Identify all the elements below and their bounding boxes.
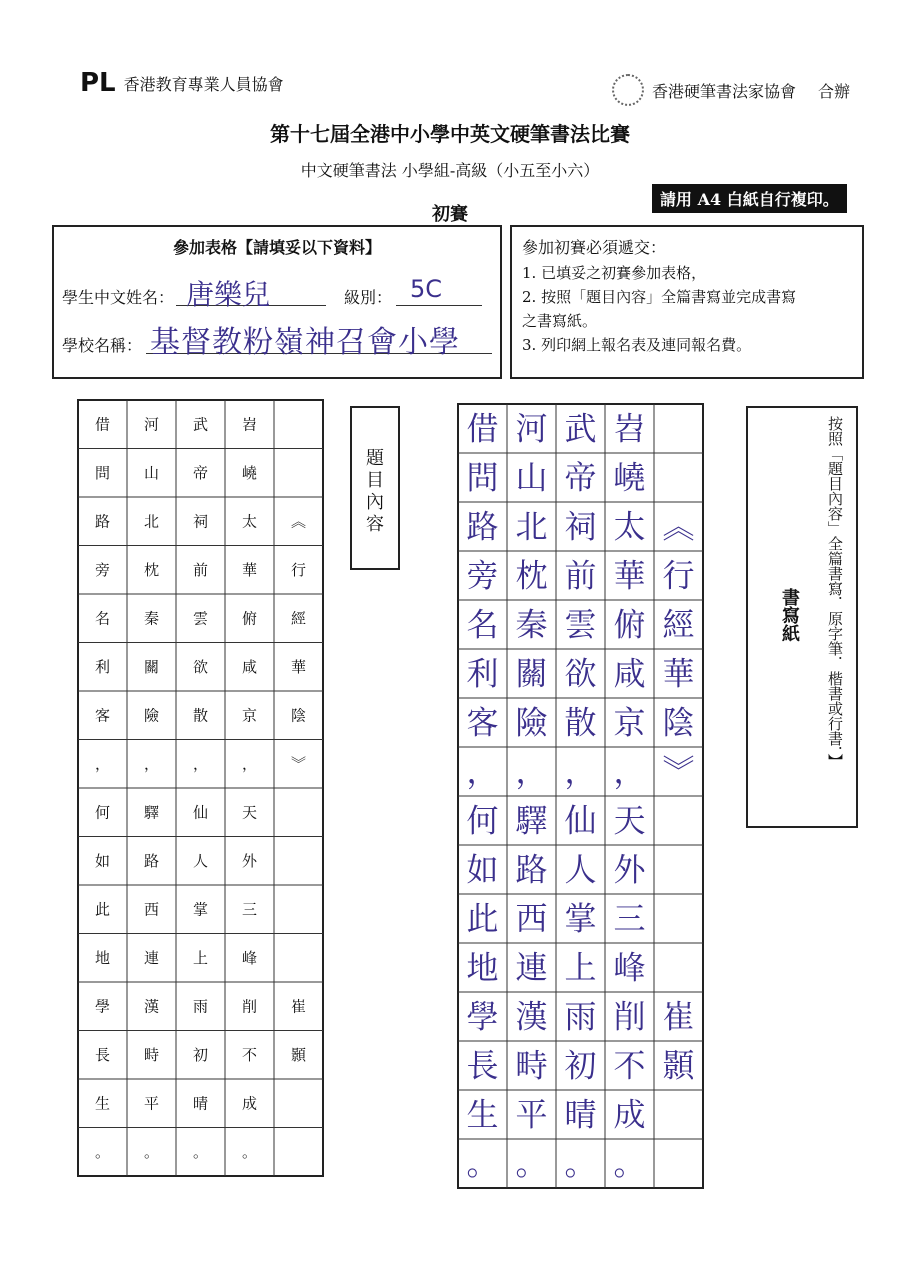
model-grid-char: 漢	[143, 997, 160, 1016]
copy-grid-char: 晴	[564, 1095, 597, 1134]
model-grid-char: 行	[290, 560, 307, 579]
model-grid-char: 成	[241, 1094, 258, 1113]
copy-grid-char: 掌	[564, 899, 597, 938]
model-grid-char: 長	[94, 1045, 111, 1064]
copy-grid-char: 連	[515, 948, 548, 987]
model-grid-char: 欲	[192, 657, 209, 676]
copy-grid-char: 何	[466, 801, 499, 840]
model-grid-char: 如	[94, 851, 111, 870]
requirement-item: 1. 已填妥之初賽參加表格，	[522, 264, 707, 282]
copy-grid-char: 驛	[515, 801, 548, 840]
copy-grid-char: 京	[613, 703, 646, 742]
model-grid-char: 華	[290, 657, 307, 676]
copy-grid-char: 帝	[564, 458, 597, 497]
copy-grid-char: 枕	[515, 556, 548, 595]
copy-grid-char: 長	[466, 1046, 499, 1085]
requirement-item: 之書寫紙。	[522, 312, 598, 330]
model-grid-char: 晴	[192, 1094, 209, 1113]
model-grid-char: 雲	[192, 609, 209, 628]
copy-grid-char: 散	[564, 703, 597, 742]
model-grid-char: 削	[241, 997, 258, 1016]
copy-grid-char: 地	[466, 948, 499, 987]
copy-grid-char: ，	[515, 752, 548, 791]
copy-grid-char: 崔	[662, 997, 695, 1036]
model-grid-char: 枕	[143, 560, 160, 579]
model-grid-char: 旁	[94, 560, 111, 579]
entry-form-heading: 參加表格【請填妥以下資料】	[172, 238, 381, 257]
copy-grid-char: 借	[466, 409, 499, 448]
copy-grid-char: 欲	[564, 654, 597, 693]
model-grid-char: 路	[143, 851, 160, 870]
copy-grid-char: 漢	[515, 997, 548, 1036]
model-grid-char: 帝	[192, 463, 209, 482]
model-grid-char: 。	[94, 1142, 111, 1161]
copy-grid-char: ，	[466, 752, 499, 791]
model-grid-char: ，	[241, 754, 258, 773]
copy-grid-char: 生	[466, 1095, 499, 1134]
model-grid-char: 北	[143, 512, 160, 531]
model-grid-char: 西	[143, 900, 160, 919]
model-grid-char: 上	[192, 948, 209, 967]
copy-grid-char: 畤	[515, 1046, 548, 1085]
copy-grid-char: 太	[613, 507, 646, 546]
model-grid-char: 。	[192, 1142, 209, 1161]
copy-grid-char: 關	[515, 654, 548, 693]
model-grid-char: 客	[94, 706, 111, 725]
copy-note-badge: 請用 A4 白紙自行複印。	[652, 184, 847, 213]
model-grid-char: 三	[241, 900, 258, 919]
association-logo-icon: PL	[80, 68, 116, 98]
copy-grid-char: 嶢	[613, 458, 646, 497]
model-grid-char: 嶢	[241, 463, 258, 482]
model-grid-char: 陰	[290, 706, 307, 725]
model-grid-char: 借	[94, 415, 111, 434]
copy-grid-char: ︽	[662, 507, 695, 546]
model-grid-char: ︾	[290, 754, 307, 773]
copy-grid-char: 。	[515, 1144, 548, 1183]
model-grid-char: 顥	[290, 1045, 307, 1064]
model-grid-char: 外	[241, 851, 258, 870]
model-grid-char: 掌	[192, 900, 209, 919]
copy-grid-char: 成	[613, 1095, 646, 1134]
copy-grid-char: 。	[466, 1144, 499, 1183]
copy-grid-char: 岧	[613, 409, 646, 448]
model-grid-char: 秦	[143, 609, 160, 628]
copy-grid-char: 平	[515, 1095, 548, 1134]
model-grid-char: 。	[241, 1142, 258, 1161]
model-grid-char: 祠	[192, 512, 209, 531]
copy-grid-char: 雨	[564, 997, 597, 1036]
copy-grid-char: 削	[613, 997, 646, 1036]
copy-grid-char: 客	[466, 703, 499, 742]
model-grid-char: 生	[94, 1094, 111, 1113]
topic-content-text: 題目內容	[366, 448, 384, 535]
model-grid-char: 路	[94, 512, 111, 531]
copy-grid-char: 。	[564, 1144, 597, 1183]
copy-grid-char: 上	[564, 948, 597, 987]
copy-grid-char: 武	[564, 409, 597, 448]
model-grid-char: 散	[192, 706, 209, 725]
school-label: 學校名稱：	[62, 336, 143, 355]
requirements-heading: 參加初賽必須遞交：	[522, 238, 667, 257]
copy-grid-char: 外	[613, 850, 646, 889]
model-grid-char: ，	[94, 754, 111, 773]
model-grid-char: 俯	[241, 609, 258, 628]
copy-grid-char: 祠	[564, 507, 597, 546]
copy-grid-char: 北	[515, 507, 548, 546]
model-grid-char: 天	[241, 803, 258, 822]
page-title: 第十七屆全港中小學中英文硬筆書法比賽	[270, 122, 630, 146]
copy-grid-char: 俯	[613, 605, 646, 644]
copy-grid-char: 路	[515, 850, 548, 889]
name-label: 學生中文姓名：	[62, 288, 175, 307]
model-grid-char: 峰	[241, 948, 258, 967]
copy-grid-char: ，	[613, 752, 646, 791]
model-grid-char: 前	[192, 560, 209, 579]
copy-grid-char: ︾	[662, 752, 695, 791]
model-grid-char: 經	[290, 609, 307, 628]
model-grid-char: 山	[143, 463, 160, 482]
model-grid-char: 關	[143, 657, 160, 676]
copy-grid-char: 利	[466, 654, 499, 693]
copy-grid-char: 此	[466, 899, 499, 938]
requirement-item: 3. 列印網上報名表及連同報名費。	[522, 336, 752, 354]
model-grid-char: 太	[241, 512, 258, 531]
copy-grid-char: 陰	[662, 703, 695, 742]
model-grid-char: 雨	[192, 997, 209, 1016]
copy-grid-char: 雲	[564, 605, 597, 644]
model-grid-char: 名	[94, 609, 111, 628]
copy-grid-char: 華	[613, 556, 646, 595]
model-grid-char: 險	[143, 706, 160, 725]
model-grid-char: 河	[143, 415, 160, 434]
model-grid-char: 畤	[143, 1045, 160, 1064]
model-grid-char: 問	[94, 463, 111, 482]
org-right-name: 香港硬筆書法家協會	[651, 81, 796, 101]
model-grid-char: 咸	[241, 657, 258, 676]
copy-grid-char: 西	[515, 899, 548, 938]
copy-grid-char: 不	[613, 1046, 646, 1085]
copy-grid-char: 路	[466, 507, 499, 546]
model-grid-char: 岧	[241, 415, 258, 434]
writing-paper-title: 書寫紙	[779, 588, 800, 642]
model-grid-char: ，	[143, 754, 160, 773]
model-grid-char: 初	[192, 1045, 209, 1064]
copy-grid-char: 天	[613, 801, 646, 840]
org-left-name: 香港教育專業人員協會	[123, 74, 284, 94]
copy-grid-char: 險	[515, 703, 548, 742]
model-grid-char: 平	[143, 1094, 160, 1113]
model-grid-char: 仙	[192, 803, 209, 822]
model-grid-char: 京	[241, 706, 258, 725]
copy-grid-char: 名	[466, 605, 499, 644]
copy-grid-char: 河	[515, 409, 548, 448]
copy-grid-char: 顥	[662, 1046, 695, 1085]
copy-grid-char: 仙	[564, 801, 597, 840]
copy-grid-char: 初	[564, 1046, 597, 1085]
requirement-item: 2. 按照「題目內容」全篇書寫並完成書寫	[522, 288, 797, 306]
model-grid-char: 利	[94, 657, 111, 676]
copy-grid-char: 前	[564, 556, 597, 595]
class-label: 級別：	[344, 288, 393, 307]
model-grid-char: 何	[94, 803, 111, 822]
copy-grid-char: 問	[466, 458, 499, 497]
co-organize-label: 合辦	[817, 81, 850, 101]
copy-grid-char: 峰	[613, 948, 646, 987]
copy-grid-char: 華	[662, 654, 695, 693]
copy-grid-char: 咸	[613, 654, 646, 693]
copy-grid-char: 學	[466, 997, 499, 1036]
round-label: 初賽	[432, 204, 468, 225]
model-grid-char: ︽	[290, 512, 307, 531]
copy-grid-char: 秦	[515, 605, 548, 644]
model-grid-char: 不	[241, 1045, 258, 1064]
copy-grid-char: 經	[662, 605, 695, 644]
copy-grid-char: 如	[466, 850, 499, 889]
page-subtitle: 中文硬筆書法 小學組-高級（小五至小六）	[300, 161, 600, 180]
copy-grid-char: 人	[564, 850, 597, 889]
model-grid-char: 華	[241, 560, 258, 579]
model-grid-char: 連	[143, 948, 160, 967]
copy-grid-char: ，	[564, 752, 597, 791]
model-grid-char: 人	[192, 851, 209, 870]
model-grid-char: 地	[94, 948, 111, 967]
model-grid-char: 驛	[143, 803, 160, 822]
copy-grid-char: 行	[662, 556, 695, 595]
model-grid-char: 學	[94, 997, 111, 1016]
name-field[interactable]: 唐樂兒	[186, 278, 271, 311]
copy-grid-char: 山	[515, 458, 548, 497]
school-field[interactable]: 基督教粉嶺神召會小學	[150, 325, 460, 360]
model-grid-char: 崔	[290, 997, 307, 1016]
class-field[interactable]: 5C	[410, 275, 443, 303]
copy-grid-char: 。	[613, 1144, 646, 1183]
model-grid-char: ，	[192, 754, 209, 773]
model-grid-char: 武	[192, 415, 209, 434]
writing-paper-instruction: 按照「題目內容」全篇書寫．原字筆．楷書或行書．】	[826, 416, 844, 769]
model-grid-char: 此	[94, 900, 111, 919]
model-grid-char: 。	[143, 1142, 160, 1161]
copy-grid-char: 三	[613, 899, 646, 938]
copy-grid-char: 旁	[466, 556, 499, 595]
